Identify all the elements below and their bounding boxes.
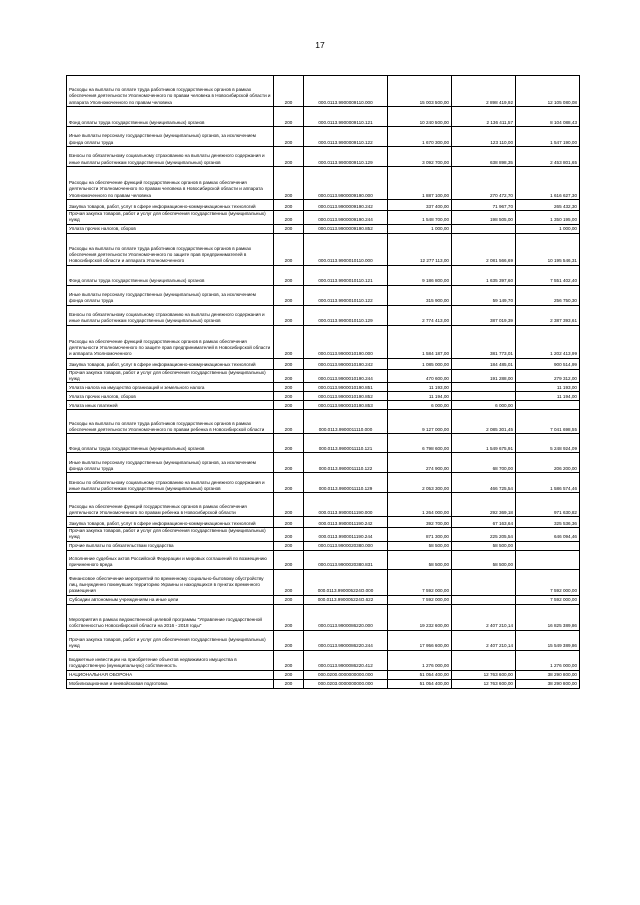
- row-grbs: 200: [274, 493, 304, 517]
- row-name: Иные выплаты персоналу государственных (муниципальных) органов, за исключением фонда оплаты труда: [67, 127, 274, 147]
- row-executed: 225 205,54: [452, 528, 516, 542]
- row-name: Фонд оплаты труда государственных (муниципальных) органов: [67, 107, 274, 127]
- row-code: 000.0113.9900086220.000: [304, 604, 388, 630]
- row-assigned: 58 500,00: [388, 550, 452, 569]
- table-row: [67, 650, 580, 670]
- row-remaining: 38 290 800,00: [516, 670, 580, 679]
- table-row: [67, 265, 580, 285]
- row-executed: 68 700,00: [452, 453, 516, 473]
- row-assigned: 17 956 600,00: [388, 630, 452, 650]
- row-grbs: 200: [274, 541, 304, 550]
- row-name: Уплата прочих налогов, сборов: [67, 224, 274, 233]
- row-name: НАЦИОНАЛЬНАЯ ОБОРОНА: [67, 670, 274, 679]
- row-executed: 191 288,00: [452, 369, 516, 383]
- row-executed: 67 163,64: [452, 517, 516, 528]
- row-assigned: 51 054 400,00: [388, 679, 452, 688]
- table-row: [67, 107, 580, 127]
- table-row: [67, 604, 580, 630]
- row-executed: 466 725,54: [452, 473, 516, 493]
- row-assigned: 7 592 000,00: [388, 569, 452, 595]
- row-executed: 59 149,70: [452, 285, 516, 305]
- row-assigned: 470 600,00: [388, 369, 452, 383]
- row-remaining: 11 193,00: [516, 383, 580, 392]
- table-row: [67, 401, 580, 410]
- row-assigned: 15 003 500,00: [388, 76, 452, 107]
- row-assigned: 7 592 000,00: [388, 595, 452, 604]
- row-code: 000.0113.9900010190.853: [304, 401, 388, 410]
- row-executed: [452, 595, 516, 604]
- row-grbs: 200: [274, 473, 304, 493]
- row-code: 000.0113.9900009190.000: [304, 167, 388, 200]
- row-remaining: 7 592 000,00: [516, 569, 580, 595]
- table-row: [67, 630, 580, 650]
- row-assigned: 2 774 413,00: [388, 305, 452, 325]
- row-code: 000.0113.9900010110.121: [304, 265, 388, 285]
- row-code: 000.0113.9900009110.129: [304, 147, 388, 167]
- row-assigned: 871 300,00: [388, 528, 452, 542]
- row-name: Прочая закупка товаров, работ и услуг для обеспечения государственных (муниципальных) нужд: [67, 211, 274, 225]
- row-code: 000.0113.9900011110.129: [304, 473, 388, 493]
- row-executed: 2 136 411,57: [452, 107, 516, 127]
- row-grbs: 200: [274, 550, 304, 569]
- row-assigned: 6 798 600,00: [388, 434, 452, 453]
- row-remaining: 971 630,82: [516, 493, 580, 517]
- row-remaining: 265 432,30: [516, 200, 580, 211]
- table-row: [67, 473, 580, 493]
- row-assigned: 3 092 700,00: [388, 147, 452, 167]
- row-remaining: 7 592 000,00: [516, 595, 580, 604]
- row-name: Субсидии автономным учреждениям на иные цели: [67, 595, 274, 604]
- row-remaining: 646 094,46: [516, 528, 580, 542]
- row-name: Финансовое обеспечение мероприятий по временному социально-бытовому обустройству лиц, вынужденно покинувших территорию Украины и находящихся в пунктах временного размещения: [67, 569, 274, 595]
- row-executed: 2 081 566,69: [452, 233, 516, 265]
- row-name: Расходы на обеспечение функций государственных органов в рамках обеспечения деятельности Уполномоченного по правам ребенка в Новосибирской области: [67, 493, 274, 517]
- row-executed: 1 635 397,60: [452, 265, 516, 285]
- row-assigned: 274 900,00: [388, 453, 452, 473]
- table-row: [67, 383, 580, 392]
- row-grbs: 200: [274, 285, 304, 305]
- row-grbs: 200: [274, 325, 304, 358]
- row-name: Мероприятия в рамках ведомственной целевой программы "Управление государственной собственностью Новосибирской области на 2016 - 2018 годы": [67, 604, 274, 630]
- row-executed: 6 000,00: [452, 401, 516, 410]
- row-name: Мобилизационная и вневойсковая подготовка: [67, 679, 274, 688]
- row-name: Расходы на обеспечение функций государственных органов в рамках обеспечения деятельности Уполномоченного по правам человека в Новосибирской области и аппарата Уполномоченного по правам человека: [67, 167, 274, 200]
- row-assigned: 6 000,00: [388, 401, 452, 410]
- row-name: Закупка товаров, работ, услуг в сфере информационно-коммуникационных технологий: [67, 358, 274, 369]
- table-row: [67, 167, 580, 200]
- row-name: Взносы по обязательному социальному страхованию на выплаты денежного содержания и иные выплаты работникам государственных (муниципальных) органов: [67, 305, 274, 325]
- row-grbs: 200: [274, 517, 304, 528]
- row-grbs: 200: [274, 630, 304, 650]
- table-row: [67, 147, 580, 167]
- row-name: Фонд оплаты труда государственных (муниципальных) органов: [67, 265, 274, 285]
- row-remaining: 5 248 924,09: [516, 434, 580, 453]
- row-executed: 123 110,00: [452, 127, 516, 147]
- row-code: 000.0113.990005224О.622: [304, 595, 388, 604]
- row-remaining: 10 195 546,31: [516, 233, 580, 265]
- row-executed: 270 472,70: [452, 167, 516, 200]
- row-code: 000.0113.9900010110.122: [304, 285, 388, 305]
- row-name: Расходы на выплаты по оплате труда работников государственных органов в рамках обеспечения деятельности Уполномоченного по правам ребенка в Новосибирской области: [67, 410, 274, 434]
- row-remaining: 325 536,36: [516, 517, 580, 528]
- row-name: Прочие выплаты по обязательствам государства: [67, 541, 274, 550]
- row-remaining: 900 514,99: [516, 358, 580, 369]
- table-row: [67, 224, 580, 233]
- table-row: [67, 670, 580, 679]
- row-grbs: 200: [274, 211, 304, 225]
- row-grbs: 200: [274, 383, 304, 392]
- table-row: [67, 200, 580, 211]
- row-remaining: 38 290 800,00: [516, 679, 580, 688]
- row-executed: 292 369,18: [452, 493, 516, 517]
- row-assigned: 9 186 800,00: [388, 265, 452, 285]
- row-remaining: 1 350 195,00: [516, 211, 580, 225]
- row-executed: 58 500,00: [452, 550, 516, 569]
- row-grbs: 200: [274, 392, 304, 401]
- row-remaining: 1 586 574,46: [516, 473, 580, 493]
- row-assigned: 392 700,00: [388, 517, 452, 528]
- row-code: 000.0113.9900010190.244: [304, 369, 388, 383]
- table-row: [67, 325, 580, 358]
- row-grbs: 200: [274, 434, 304, 453]
- table-row: [67, 595, 580, 604]
- row-executed: [452, 224, 516, 233]
- row-executed: 2 898 419,92: [452, 76, 516, 107]
- row-code: 000.0113.9900009190.242: [304, 200, 388, 211]
- row-code: 000.0113.9900011110.121: [304, 434, 388, 453]
- row-grbs: 200: [274, 401, 304, 410]
- row-assigned: 1 276 000,00: [388, 650, 452, 670]
- row-remaining: 256 750,30: [516, 285, 580, 305]
- row-code: 000.0113.9900011110.122: [304, 453, 388, 473]
- row-remaining: 7 551 402,40: [516, 265, 580, 285]
- table-row: [67, 410, 580, 434]
- row-assigned: 11 194,00: [388, 392, 452, 401]
- row-code: 000.0113.9900020380.000: [304, 541, 388, 550]
- row-remaining: 16 825 389,86: [516, 604, 580, 630]
- row-assigned: 1 887 100,00: [388, 167, 452, 200]
- row-code: 000.0200.0000000000.000: [304, 670, 388, 679]
- row-code: 000.0113.9900011190.000: [304, 493, 388, 517]
- row-remaining: 2 387 393,61: [516, 305, 580, 325]
- row-executed: [452, 650, 516, 670]
- row-name: Уплата налога на имущество организаций и земельного налога: [67, 383, 274, 392]
- row-remaining: [516, 541, 580, 550]
- row-code: 000.0113.9900011190.242: [304, 517, 388, 528]
- table-row: [67, 493, 580, 517]
- row-grbs: 200: [274, 358, 304, 369]
- row-remaining: 12 105 080,08: [516, 76, 580, 107]
- table-row: [67, 569, 580, 595]
- row-remaining: 1 616 627,30: [516, 167, 580, 200]
- row-assigned: 1 000,00: [388, 224, 452, 233]
- row-grbs: 200: [274, 670, 304, 679]
- row-remaining: 8 104 088,43: [516, 107, 580, 127]
- table-row: [67, 76, 580, 107]
- row-name: Расходы на выплаты по оплате труда работников государственных органов в рамках обеспечения деятельности Уполномоченного по правам человека в Новосибирской области и аппарата Уполномоченного по правам человека: [67, 76, 274, 107]
- row-code: 000.0113.9900086220.412: [304, 650, 388, 670]
- row-name: Фонд оплаты труда государственных (муниципальных) органов: [67, 434, 274, 453]
- row-name: Прочая закупка товаров, работ и услуг для обеспечения государственных (муниципальных) нужд: [67, 630, 274, 650]
- row-executed: [452, 569, 516, 595]
- row-assigned: 1 264 000,00: [388, 493, 452, 517]
- table-row: [67, 541, 580, 550]
- row-assigned: 9 127 000,00: [388, 410, 452, 434]
- row-grbs: 200: [274, 650, 304, 670]
- table-row: [67, 211, 580, 225]
- row-code: 000.0113.9900010110.129: [304, 305, 388, 325]
- row-assigned: 337 400,00: [388, 200, 452, 211]
- table-row: [67, 528, 580, 542]
- row-code: 000.0113.9900009190.244: [304, 211, 388, 225]
- table-row: [67, 434, 580, 453]
- row-code: 000.0113.9900009110.121: [304, 107, 388, 127]
- row-remaining: 15 549 389,86: [516, 630, 580, 650]
- row-remaining: [516, 550, 580, 569]
- table-row: [67, 679, 580, 688]
- row-executed: 2 085 301,45: [452, 410, 516, 434]
- row-code: 000.0113.990005224О.000: [304, 569, 388, 595]
- row-executed: 638 898,35: [452, 147, 516, 167]
- row-name: Закупка товаров, работ, услуг в сфере информационно-коммуникационных технологий: [67, 517, 274, 528]
- table-row: [67, 305, 580, 325]
- table-row: [67, 517, 580, 528]
- row-grbs: 200: [274, 127, 304, 147]
- row-code: 000.0113.9900009190.852: [304, 224, 388, 233]
- table-row: [67, 453, 580, 473]
- table-row: [67, 358, 580, 369]
- row-code: 000.0113.9900011190.244: [304, 528, 388, 542]
- row-remaining: [516, 401, 580, 410]
- table-row: [67, 550, 580, 569]
- row-grbs: 200: [274, 679, 304, 688]
- row-code: 000.0203.0000000000.000: [304, 679, 388, 688]
- row-name: Бюджетные инвестиции на приобретение объектов недвижимого имущества в государственную (муниципальную) собственность: [67, 650, 274, 670]
- row-executed: 2 407 210,14: [452, 604, 516, 630]
- row-name: Уплата прочих налогов, сборов: [67, 392, 274, 401]
- row-code: 000.0113.9900009110.122: [304, 127, 388, 147]
- row-code: 000.0113.9900010190.242: [304, 358, 388, 369]
- row-code: 000.0113.9900010190.000: [304, 325, 388, 358]
- row-assigned: 2 053 300,00: [388, 473, 452, 493]
- row-executed: 2 407 210,14: [452, 630, 516, 650]
- row-code: 000.0113.9900010110.000: [304, 233, 388, 265]
- row-grbs: 200: [274, 107, 304, 127]
- row-grbs: 200: [274, 604, 304, 630]
- table-row: [67, 233, 580, 265]
- row-code: 000.0113.9900011110.000: [304, 410, 388, 434]
- row-executed: [452, 392, 516, 401]
- row-assigned: 51 054 400,00: [388, 670, 452, 679]
- row-executed: 387 019,39: [452, 305, 516, 325]
- row-grbs: 200: [274, 369, 304, 383]
- table-row: [67, 127, 580, 147]
- row-remaining: 1 547 190,00: [516, 127, 580, 147]
- row-code: 000.0113.9900010190.851: [304, 383, 388, 392]
- row-executed: 381 773,01: [452, 325, 516, 358]
- row-grbs: 200: [274, 76, 304, 107]
- row-grbs: 200: [274, 167, 304, 200]
- row-code: 000.0113.9900010190.852: [304, 392, 388, 401]
- row-grbs: 200: [274, 265, 304, 285]
- row-code: 000.0113.9900086220.244: [304, 630, 388, 650]
- row-grbs: 200: [274, 200, 304, 211]
- row-assigned: 19 232 600,00: [388, 604, 452, 630]
- budget-table: [66, 75, 580, 689]
- row-grbs: 200: [274, 453, 304, 473]
- row-name: Расходы на выплаты по оплате труда работников государственных органов в рамках обеспечения деятельности Уполномоченного по защите прав предпринимателей в Новосибирской области и аппарата Уполномоченного: [67, 233, 274, 265]
- row-executed: 12 763 600,00: [452, 670, 516, 679]
- row-executed: 12 763 600,00: [452, 679, 516, 688]
- row-code: 000.0113.9900020380.831: [304, 550, 388, 569]
- row-name: Иные выплаты персоналу государственных (муниципальных) органов, за исключением фонда оплаты труда: [67, 453, 274, 473]
- row-assigned: 11 193,00: [388, 383, 452, 392]
- row-executed: 1 549 675,91: [452, 434, 516, 453]
- row-grbs: 200: [274, 147, 304, 167]
- row-executed: 198 505,00: [452, 211, 516, 225]
- row-remaining: 206 200,00: [516, 453, 580, 473]
- row-remaining: 1 202 413,99: [516, 325, 580, 358]
- row-executed: [452, 383, 516, 392]
- row-name: Расходы на обеспечение функций государственных органов в рамках обеспечения деятельности Уполномоченного по защите прав предпринимателей в Новосибирской области и аппарата Уполномоченного: [67, 325, 274, 358]
- row-grbs: 200: [274, 233, 304, 265]
- row-assigned: 315 900,00: [388, 285, 452, 305]
- row-name: Прочая закупка товаров, работ и услуг для обеспечения государственных (муниципальных) нужд: [67, 528, 274, 542]
- table-row: [67, 392, 580, 401]
- row-remaining: 2 453 801,65: [516, 147, 580, 167]
- row-assigned: 1 085 000,00: [388, 358, 452, 369]
- row-remaining: 11 194,00: [516, 392, 580, 401]
- row-executed: 58 500,00: [452, 541, 516, 550]
- row-assigned: 12 277 113,00: [388, 233, 452, 265]
- row-name: Закупка товаров, работ, услуг в сфере информационно-коммуникационных технологий: [67, 200, 274, 211]
- row-executed: 184 485,01: [452, 358, 516, 369]
- row-grbs: 200: [274, 410, 304, 434]
- table-row: [67, 369, 580, 383]
- row-name: Исполнение судебных актов Российской Федерации и мировых соглашений по возмещению причиненного вреда: [67, 550, 274, 569]
- row-assigned: 1 670 300,00: [388, 127, 452, 147]
- row-grbs: 200: [274, 305, 304, 325]
- row-remaining: 7 041 698,55: [516, 410, 580, 434]
- row-grbs: 200: [274, 528, 304, 542]
- budget-table-body: [67, 76, 580, 689]
- row-name: Прочая закупка товаров, работ и услуг для обеспечения государственных (муниципальных) нужд: [67, 369, 274, 383]
- row-grbs: 200: [274, 224, 304, 233]
- row-assigned: 1 548 700,00: [388, 211, 452, 225]
- row-executed: 71 967,70: [452, 200, 516, 211]
- row-name: Иные выплаты персоналу государственных (муниципальных) органов, за исключением фонда оплаты труда: [67, 285, 274, 305]
- row-remaining: 279 312,00: [516, 369, 580, 383]
- row-remaining: 1 276 000,00: [516, 650, 580, 670]
- table-row: [67, 285, 580, 305]
- row-assigned: 10 240 500,00: [388, 107, 452, 127]
- page-number: 17: [315, 40, 325, 50]
- row-assigned: 58 500,00: [388, 541, 452, 550]
- row-code: 000.0113.9900009110.000: [304, 76, 388, 107]
- row-name: Взносы по обязательному социальному страхованию на выплаты денежного содержания и иные выплаты работникам государственных (муниципальных) органов: [67, 473, 274, 493]
- row-grbs: 200: [274, 595, 304, 604]
- row-assigned: 1 584 187,00: [388, 325, 452, 358]
- row-name: Взносы по обязательному социальному страхованию на выплаты денежного содержания и иные выплаты работникам государственных (муниципальных) органов: [67, 147, 274, 167]
- row-name: Уплата иных платежей: [67, 401, 274, 410]
- row-grbs: 200: [274, 569, 304, 595]
- row-remaining: 1 000,00: [516, 224, 580, 233]
